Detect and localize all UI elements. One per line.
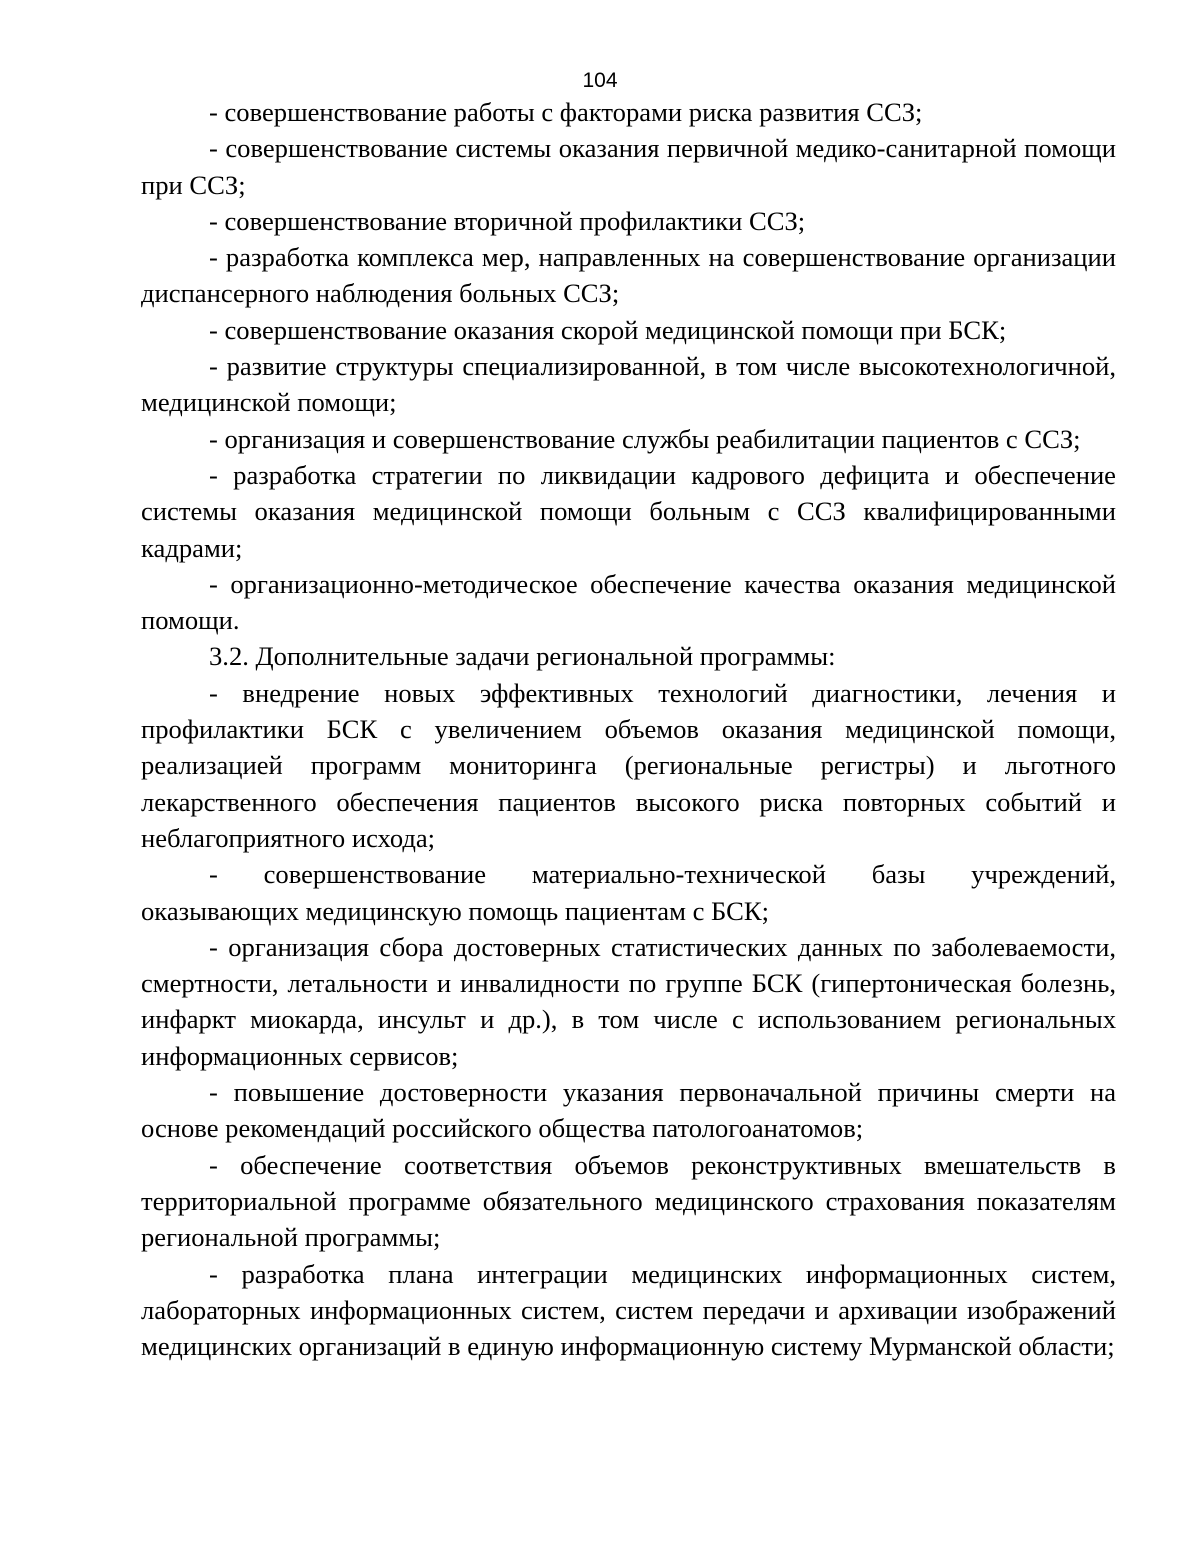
list-item-new-technologies: - внедрение новых эффективных технологий диагностики, лечения и профилактики БСК с увеличением объемов оказания медицинской помощи, реализацией программ мониторинга (региональные регистры) и льготного лекарственного обеспечения пациентов высокого риска повторных событий и неблагоприятного исхода;	[141, 677, 1116, 853]
page-number: 104	[582, 69, 618, 92]
list-item-staffing: - разработка стратегии по ликвидации кадрового дефицита и обеспечение системы оказания медицинской помощи больным с ССЗ квалифицированными кадрами;	[141, 459, 1116, 563]
list-item-rehabilitation: - организация и совершенствование службы реабилитации пациентов с ССЗ;	[209, 423, 1081, 454]
list-item-material-base: - совершенствование материально-технической базы учреждений, оказывающих медицинскую помощь пациентам с БСК;	[141, 859, 1116, 926]
list-item-specialized-care: - развитие структуры специализированной, в том числе высокотехнологичной, медицинской помощи;	[141, 351, 1116, 418]
list-item-insurance-volumes: - обеспечение соответствия объемов реконструктивных вмешательств в территориальной программе обязательного медицинского страхования показателям региональной программы;	[141, 1149, 1116, 1253]
list-item-dispensary-observation: - разработка комплекса мер, направленных на совершенствование организации диспансерного наблюдения больных ССЗ;	[141, 242, 1116, 309]
list-item-statistics: - организация сбора достоверных статистических данных по заболеваемости, смертности, летальности и инвалидности по группе БСК (гипертоническая болезнь, инфаркт миокарда, инсульт и др.), в том числе с использованием региональных информационных сервисов;	[141, 931, 1116, 1071]
list-item-cause-of-death: - повышение достоверности указания первоначальной причины смерти на основе рекомендаций российского общества патологоанатомов;	[141, 1077, 1116, 1144]
section-heading-3-2: 3.2. Дополнительные задачи региональной программы:	[209, 641, 836, 672]
list-item-information-systems: - разработка плана интеграции медицинских информационных систем, лабораторных информационных систем, систем передачи и архивации изображений медицинских организаций в единую информационную систему Мурманской области;	[141, 1258, 1116, 1362]
document-body	[141, 94, 1116, 1364]
list-item-primary-care: - совершенствование системы оказания первичной медико-санитарной помощи при ССЗ;	[141, 133, 1116, 200]
list-item-secondary-prevention: - совершенствование вторичной профилактики ССЗ;	[209, 205, 806, 236]
list-item-methodological-support: - организационно-методическое обеспечение качества оказания медицинской помощи.	[141, 568, 1116, 636]
list-item-risk-factors: - совершенствование работы с факторами риска развития ССЗ;	[209, 97, 923, 127]
list-item-emergency-care: - совершенствование оказания скорой медицинской помощи при БСК;	[209, 314, 1007, 345]
